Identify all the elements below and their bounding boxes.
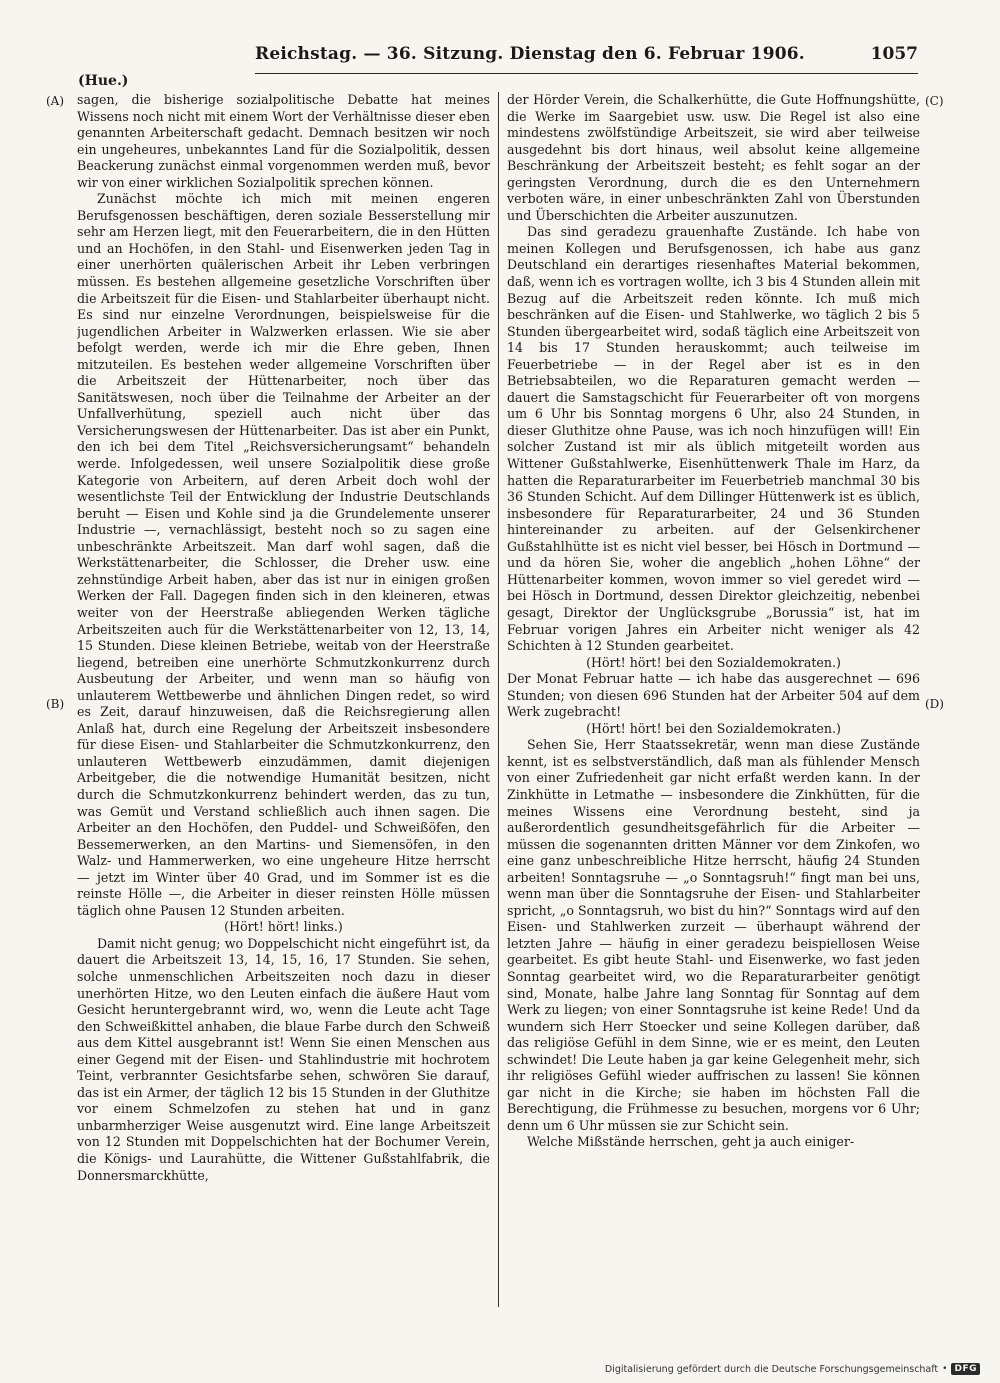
dfg-logo-icon: DFG <box>951 1363 980 1375</box>
paragraph: Damit nicht genug; wo Doppelschicht nicht eingeführt ist, da dauert die Arbeitszeit 13, 14, 15, 16, 17 Stunden. Sie sehen, solche unmenschlichen Arbeitszeiten noch dazu in dieser unerhörten Hitze, wo den Leuten einfach die äußere Haut vom Gesicht heruntergebrannt wird, wo, wenn die Leute acht Tage den Schweißkittel anhaben, die blaue Farbe durch den Schweiß aus dem Kittel ausgebrannt ist! Wenn Sie einen Menschen aus einer Gegend mit der Eisen- und Stahlindustrie mit hochrotem Teint, verbrannter Gesichtsfarbe sehen, schwören Sie darauf, das ist ein Armer, der täglich 12 bis 15 Stunden in der Gluthitze vor einem Schmelzofen zu stehen hat und in ganz unbarmherziger Weise ausgenutzt wird. Eine lange Arbeitszeit von 12 Stunden mit Doppelschichten hat der Bochumer Verein, die Königs- und Laurahütte, die Wittener Gußstahlfabrik, die Donnersmarckhütte, <box>77 935 490 1183</box>
page-header <box>255 44 918 74</box>
speaker-name: (Hue.) <box>78 73 129 89</box>
margin-marker-b: (B) <box>46 697 65 711</box>
paragraph: Welche Mißstände herrschen, geht ja auch einiger- <box>527 1134 855 1150</box>
paragraph: Sehen Sie, Herr Staatssekretär, wenn man diese Zustände kennt, ist es selbstverständlich, daß man als fühlender Mensch von einer Zufriedenheit gar nicht erfaßt werden kann. In der Zinkhütte in Letmathe — insbesondere die Zinkhütten, für die meines Wissens eine Verordnung besteht, sind ja außerordentlich gesundheitsgefährlich für die Arbeiter — müssen die sogenannten dritten Männer vor dem Zinkofen, wo eine ganz unbeschreibliche Hitze herrscht, häufig 24 Stunden arbeiten! Sonntagsruhe — „o Sonntagsruh!“ fingt man bei uns, wenn man über die Sonntagsruhe der Eisen- und Stahlarbeiter spricht, „o Sonntagsruh, wo bist du hin?“ Sonntags wird auf den Eisen- und Stahlwerken zurzeit — überhaupt während der letzten Jahre — häufig in einer geradezu beispiellosen Weise gearbeitet. Es gibt heute Stahl- und Eisenwerke, wo fast jeden Sonntag gearbeitet wird, wo die Reparaturarbeiter genötigt sind, Monate, halbe Jahre lang Sonntag für Sonntag auf dem Werk zu liegen; von einer Sonntagsruhe ist keine Rede! Und da wundern sich Herr Stoecker und seine Kollegen darüber, daß das religiöse Gefühl in dem Sinne, wie er es meint, den Leuten schwindet! Die Leute haben ja gar keine Gelegenheit mehr, sich ihr religiöses Gefühl wieder auffrischen zu lassen! Sie können gar nicht in die Kirche; sie haben im höchsten Fall die Berechtigung, die Frühmesse zu besuchen, morgens vor 6 Uhr; denn um 6 Uhr müssen sie zur Schicht sein. <box>507 737 920 1133</box>
paragraph: Zunächst möchte ich mich mit meinen engeren Berufsgenossen beschäftigen, deren soziale Besserstellung mir sehr am Herzen liegt, mit den Feuerarbeitern, die in den Hütten und an Hochöfen, in den Stahl- und Eisenwerken jeden Tag in einer unerhörten quälerischen Arbeit ihr Leben verbringen müssen. Es bestehen allgemeine gesetzliche Vorschriften über die Arbeitszeit für die Eisen- und Stahlarbeiter überhaupt nicht. Es sind nur einzelne Verordnungen, beispielsweise für die jugendlichen Arbeiter in Walzwerken erlassen. Wie sie aber befolgt werden, werde ich mir die Ehre geben, Ihnen mitzuteilen. Es bestehen weder allgemeine Vorschriften über die Arbeitszeit der Hüttenarbeiter, noch über das Sanitätswesen, noch über die Teilnahme der Arbeiter an der Unfallverhütung, speziell auch nicht über das Versicherungswesen der Hüttenarbeiter. Das ist aber ein Punkt, den ich bei dem Titel „Reichsversicherungsamt“ behandeln werde. Infolgedessen, weil unsere Sozialpolitik diese große Kategorie von Arbeitern, auf deren Arbeit doch wohl der wesentlichste Teil der Entwicklung der Industrie Deutschlands beruht — Eisen und Kohle sind ja die Grundelemente unserer Industrie —, vernachlässigt, besteht noch so zu sagen eine unbeschränkte Arbeitszeit. Man darf wohl sagen, daß die Werkstättenarbeiter, die Schlosser, die Dreher usw. eine zehnstündige Arbeit haben, aber das ist nur in einigen großen Werken der Fall. Dagegen finden sich in den kleineren, etwas weiter von der Heerstraße abliegenden Werken tägliche Arbeitszeiten auch für die Werkstättenarbeiter von 12, 13, 14, 15 Stunden. Diese kleinen Betriebe, weitab von der Heerstraße liegend, betreiben eine unerhörte Schmutzkonkurrenz durch Ausbeutung der Arbeiter, und wenn man so häufig von unlauterem Wettbewerbe und ähnlichen Dingen redet, so wird es Zeit, darauf hinzuweisen, daß die Reichsregierung allen Anlaß hat, durch eine Regelung der Arbeitszeit insbesondere für diese Eisen- und Stahlarbeiter die Schmutzkonkurrenz, den unlauteren Wettbewerb einzudämmen, damit diejenigen Arbeitgeber, die die notwendige Humanität besitzen, nicht durch die Schmutzkonkurrenz behindert werden, das zu tun, was Gemüt und Verstand schließlich auch ihnen sagen. Die Arbeiter an den Hochöfen, den Puddel- und Schweißöfen, den Bessemerwerken, an den Martins- und Siemensöfen, in den Walz- und Hammerwerken, wo eine ungeheure Hitze herrscht — jetzt im Winter über 40 Grad, und im Sommer ist es die reinste Hölle —, die Arbeiter in dieser reinsten Hölle müssen täglich ohne Pausen 12 Stunden arbeiten. <box>77 191 490 918</box>
margin-marker-c: (C) <box>925 94 944 108</box>
left-column <box>77 92 490 1312</box>
running-title: Reichstag. — 36. Sitzung. Dienstag den 6. Februar 1906. <box>255 44 805 64</box>
interjection: (Hört! hört! bei den Sozialdemokraten.) <box>586 720 841 736</box>
paragraph: sagen, die bisherige sozialpolitische Debatte hat meines Wissens noch nicht mit einem Wort der Verhältnisse dieser eben genannten Arbeiterschaft gedacht. Demnach besitzen wir noch ein ungeheures, unbekanntes Land für die Sozialpolitik, dessen Beackerung zunächst einmal vorgenommen werden muß, bevor wir von einer wirklichen Sozialpolitik sprechen können. <box>77 92 490 190</box>
right-column <box>507 92 920 1312</box>
paragraph: der Hörder Verein, die Schalkerhütte, die Gute Hoffnungshütte, die Werke im Saargebiet usw. usw. Die Regel ist also eine mindestens zwölfstündige Arbeitszeit, sie wird aber teilweise ausgedehnt bis dort hinaus, weil absolut keine allgemeine Beschränkung der Arbeitszeit besteht; es fehlt sogar an der geringsten Verordnung, durch die es den Unternehmern verboten wäre, in einer unbeschränkten Zahl von Überstunden und Überschichten die Arbeiter auszunutzen. <box>507 92 920 223</box>
paragraph: Der Monat Februar hatte — ich habe das ausgerechnet — 696 Stunden; von diesen 696 Stunden hat der Arbeiter 504 auf dem Werk zugebracht! <box>507 671 920 720</box>
margin-marker-a: (A) <box>46 94 65 108</box>
footer-text: Digitalisierung gefördert durch die Deutsche Forschungsgemeinschaft <box>604 1363 939 1375</box>
interjection: (Hört! hört! links.) <box>224 919 343 935</box>
page-number: 1057 <box>870 44 918 64</box>
footer-separator: • <box>942 1364 948 1374</box>
paragraph: Das sind geradezu grauenhafte Zustände. Ich habe von meinen Kollegen und Berufsgenossen, ich habe aus ganz Deutschland ein derartiges riesenhaftes Material bekommen, daß, wenn ich es vortragen wollte, ich 3 bis 4 Stunden allein mit Bezug auf die Arbeitszeit reden könnte. Ich muß mich beschränken auf die Eisen- und Stahlwerke, wo täglich 2 bis 5 Stunden übergearbeitet wird, sodaß täglich eine Arbeitszeit von 14 bis 17 Stunden herauskommt; auch teilweise im Feuerbetriebe — in der Regel aber ist es in den Betriebsabteilen, wo die Reparaturen gemacht werden — dauert die Samstagschicht für Feuerarbeiter oft von morgens um 6 Uhr bis Sonntag morgens 6 Uhr, also 24 Stunden, in dieser Gluthitze ohne Pause, was ich noch hinzufügen will! Ein solcher Zustand ist mir als üblich mitgeteilt worden aus Wittener Gußstahlwerke, Eisenhüttenwerk Thale im Harz, da hatten die Reparaturarbeiter im Feuerbetrieb manchmal 30 bis 36 Stunden Schicht. Auf dem Dillinger Hüttenwerk ist es üblich, insbesondere für Reparaturarbeiter, 24 und 36 Stunden hintereinander zu arbeiten. auf der Gelsenkirchener Gußstahlhütte ist es nicht viel besser, bei Hösch in Dortmund — und da hören Sie, woher die angeblich „hohen Löhne“ der Hüttenarbeiter kommen, wovon immer so viel geredet wird — bei Hösch in Dortmund, dessen Direktor gleichzeitig, nebenbei gesagt, Direktor der Unglücksgrube „Borussia“ ist, hat im Februar vorigen Jahres ein Arbeiter nicht weniger als 42 Schichten à 12 Stunden gearbeitet. <box>507 224 920 654</box>
margin-marker-d: (D) <box>925 697 944 711</box>
interjection: (Hört! hört! bei den Sozialdemokraten.) <box>586 654 841 670</box>
column-divider <box>498 92 499 1307</box>
digitization-footer <box>605 1363 980 1375</box>
